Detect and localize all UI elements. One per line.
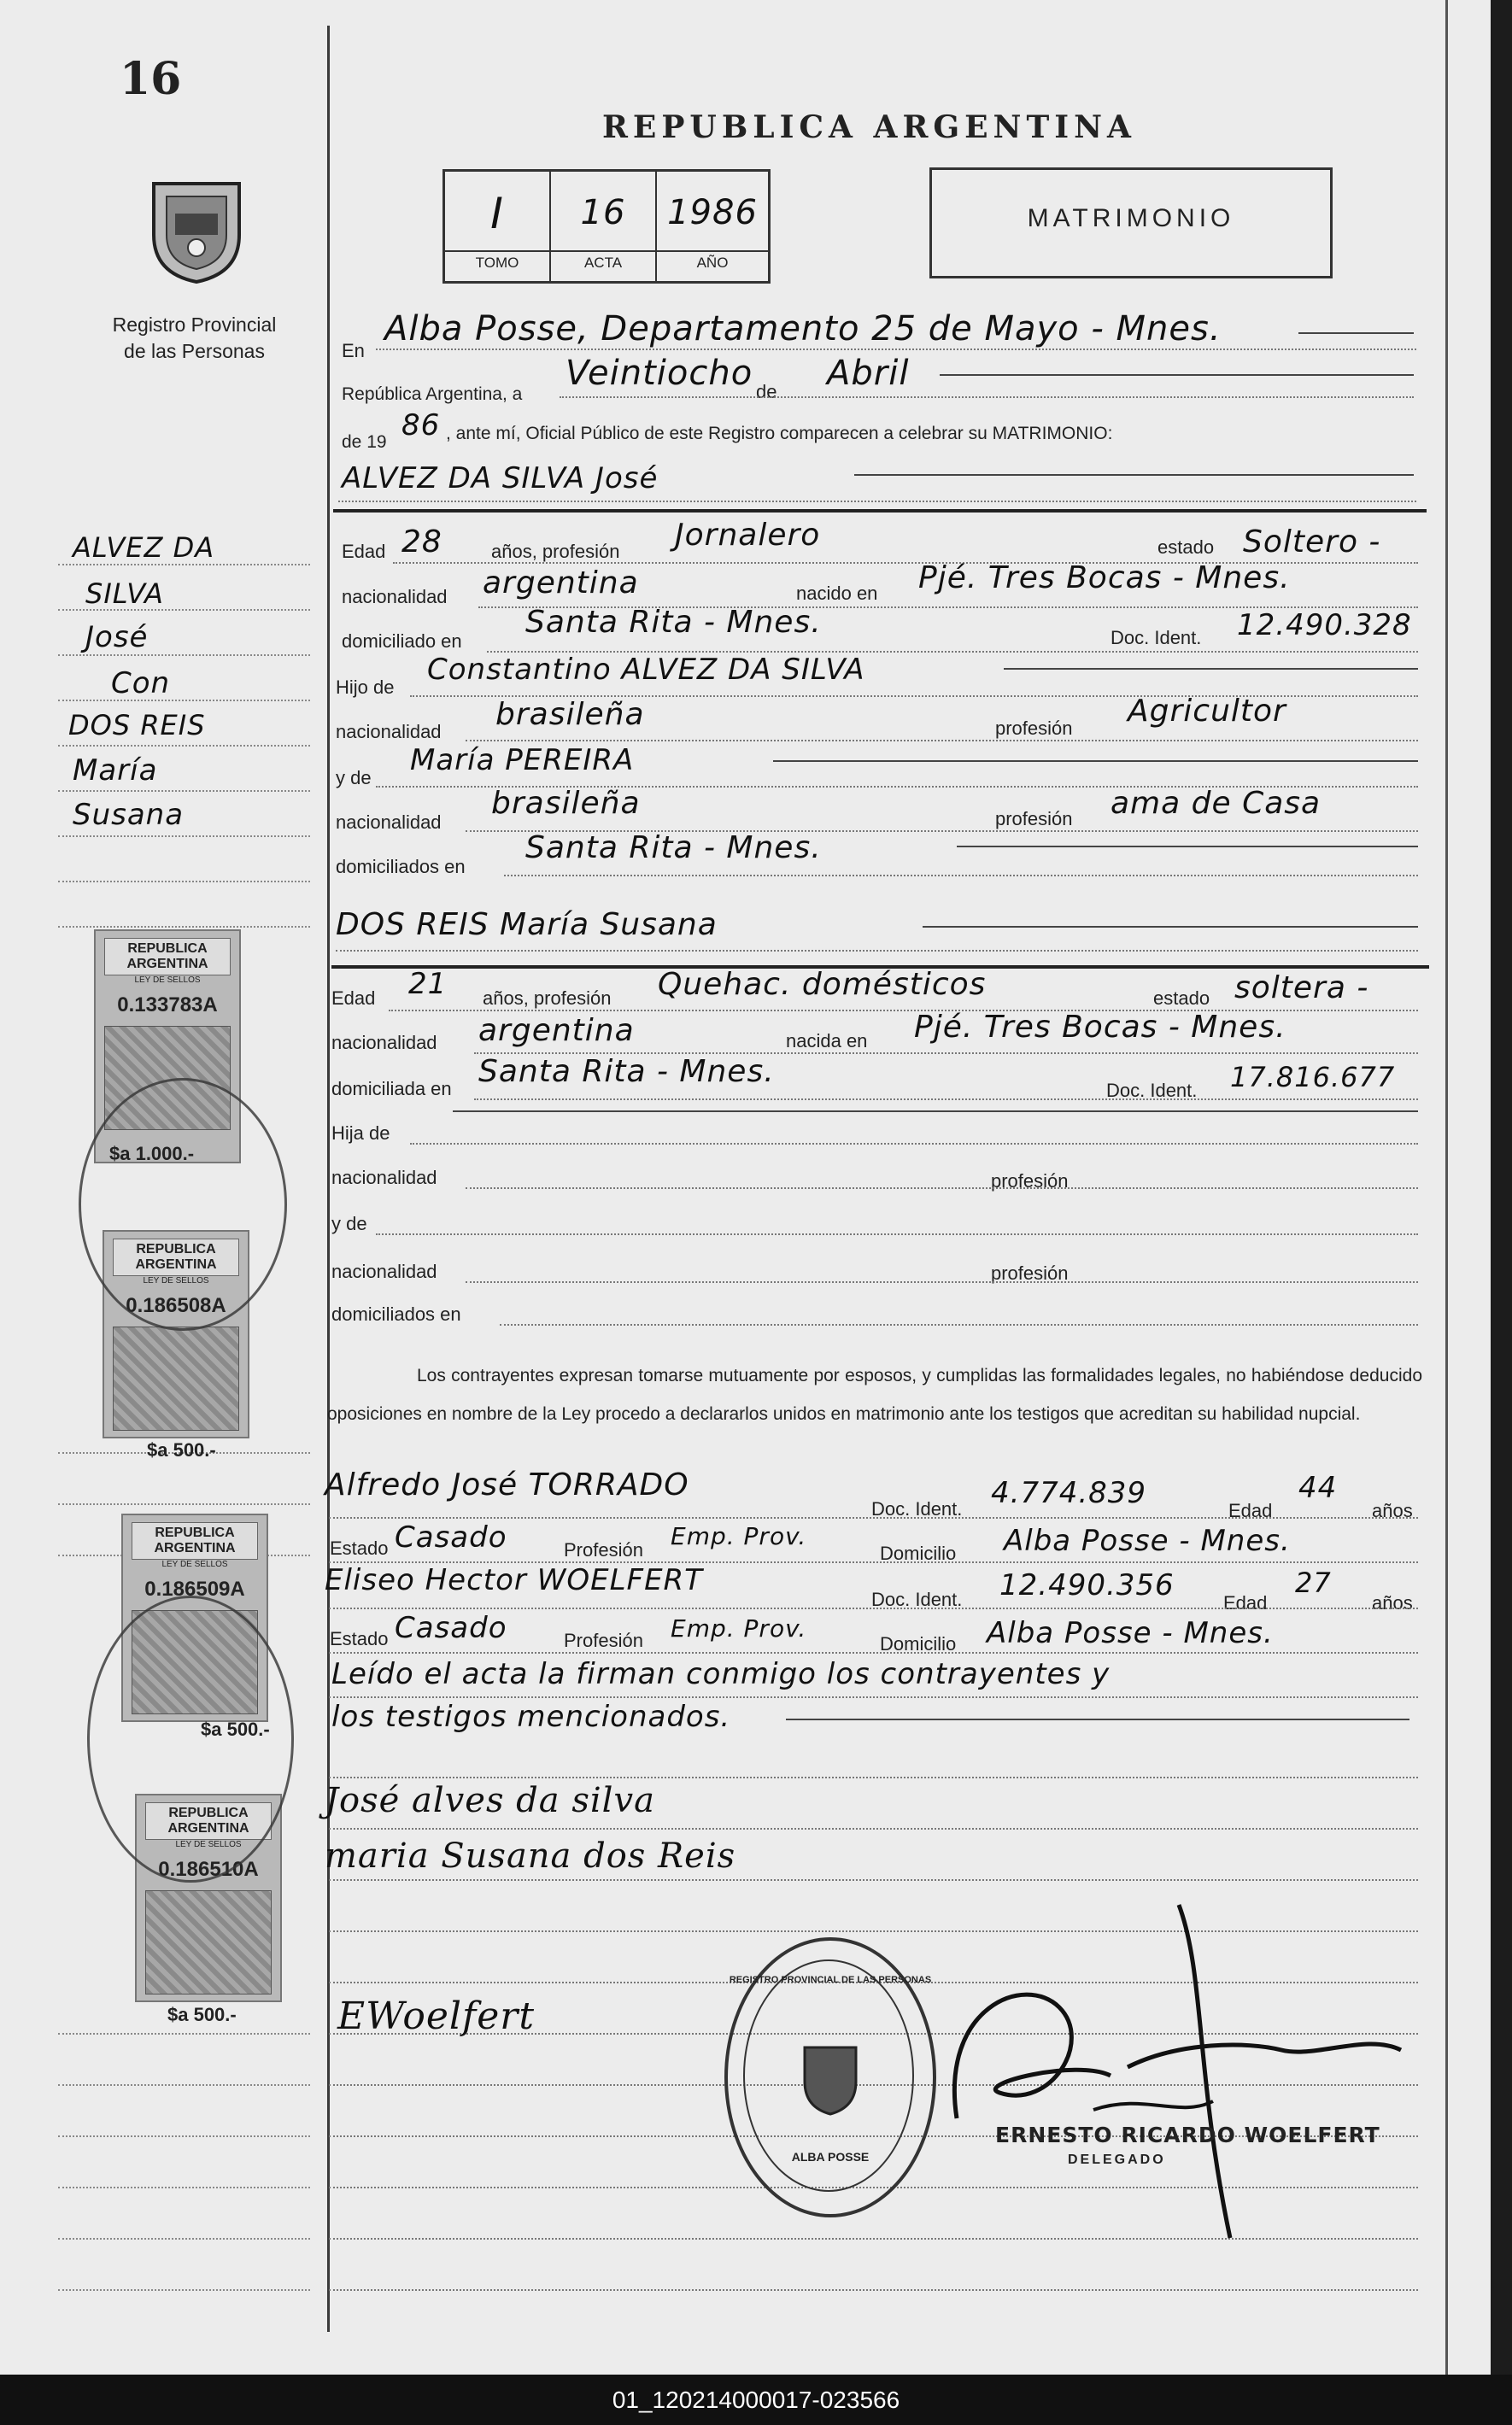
bride-father-nat-label: nacionalidad xyxy=(331,1167,437,1188)
registry-seal xyxy=(724,1937,936,2217)
year-prefix: de 19 xyxy=(342,432,387,452)
day-value: Veintiocho xyxy=(566,354,753,393)
revenue-stamp-2: REPUBLICA ARGENTINA LEY DE SELLOS 0.186508A xyxy=(103,1230,249,1438)
act-type: MATRIMONIO xyxy=(1027,204,1235,232)
book-spine xyxy=(1445,0,1448,2375)
stamp-cancel-seal-1 xyxy=(79,1078,287,1331)
bride-dom-label: domiciliada en xyxy=(331,1078,452,1099)
revenue-stamp-4: REPUBLICA ARGENTINA LEY DE SELLOS 0.186510A xyxy=(135,1794,282,2002)
witness2-status-label: Estado xyxy=(330,1628,389,1649)
father-prof-label: profesión xyxy=(995,718,1073,739)
stamp-3-value: $a 500.- xyxy=(201,1719,270,1740)
year-suffix: 86 xyxy=(401,408,441,442)
declaration-text: Los contrayentes expresan tomarse mutuamente por esposos, y cumplidas las formalidades legales, no habiéndose deducido oposiciones en nombre de la Ley procedo a declararlos unidos en matrimonio ante los testigos que acreditan su habilidad nupcial. xyxy=(327,1366,1422,1424)
image-footer-id: 01_120214000017-023566 xyxy=(0,2375,1512,2425)
witness2-doc: 12.490.356 xyxy=(999,1568,1175,1602)
witness1-status: Casado xyxy=(395,1520,507,1555)
margin-name-7: Susana xyxy=(73,798,185,832)
registry-name: Registro Provincial de las Personas xyxy=(112,313,277,362)
bride-nat-label: nacionalidad xyxy=(331,1032,437,1053)
place-value: Alba Posse, Departamento 25 de Mayo - Mnes. xyxy=(384,309,1222,349)
witness1-domicile: Alba Posse - Mnes. xyxy=(1004,1524,1291,1558)
groom-name: ALVEZ DA SILVA José xyxy=(342,461,659,495)
intro-statement: , ante mí, Oficial Público de este Registro comparecen a celebrar su MATRIMONIO: xyxy=(446,424,1113,443)
acta-label: ACTA xyxy=(583,255,623,271)
month-value: Abril xyxy=(827,354,910,393)
groom-nat-label: nacionalidad xyxy=(342,586,448,607)
bride-age: 21 xyxy=(408,967,448,1001)
witness1-doc-label: Doc. Ident. xyxy=(871,1498,963,1520)
stamp-art-icon xyxy=(145,1890,272,1994)
witness1-name: Alfredo José TORRADO xyxy=(325,1467,689,1502)
stamp-2-value: $a 500.- xyxy=(147,1439,216,1461)
stamp-4-value: $a 500.- xyxy=(167,2004,237,2025)
bride-mother-prof-label: profesión xyxy=(991,1262,1069,1284)
witness1-anos-label: años xyxy=(1372,1500,1413,1521)
witness1-dom-label: Domicilio xyxy=(880,1543,957,1564)
official-signature-icon xyxy=(923,1836,1418,2246)
bride-residence: Santa Rita - Mnes. xyxy=(478,1054,775,1089)
bride-status-label: estado xyxy=(1153,987,1210,1009)
witness2-dom-label: Domicilio xyxy=(880,1633,957,1655)
parents-residence: Santa Rita - Mnes. xyxy=(525,830,822,865)
groom-mother: María PEREIRA xyxy=(410,743,635,777)
official-name: ERNESTO RICARDO WOELFERT xyxy=(995,2123,1380,2147)
bride-profession: Quehac. domésticos xyxy=(658,967,987,1002)
margin-name-1: ALVEZ DA xyxy=(73,531,215,564)
margin-name-4: Con xyxy=(111,666,171,700)
page-number: 16 xyxy=(120,53,182,105)
bride-born-label: nacida en xyxy=(786,1030,868,1051)
revenue-stamp-1: REPUBLICA ARGENTINA LEY DE SELLOS 0.133783A xyxy=(94,929,241,1163)
bride-doc-label: Doc. Ident. xyxy=(1106,1080,1198,1101)
groom-status: Soltero - xyxy=(1243,524,1381,559)
closing-line-1: Leído el acta la firman conmigo los contrayentes y xyxy=(331,1657,1111,1691)
anio-label: AÑO xyxy=(696,255,729,271)
witness2-domicile: Alba Posse - Mnes. xyxy=(987,1616,1274,1650)
witness1-prof-label: Profesión xyxy=(564,1539,643,1561)
closing-line-2: los testigos mencionados. xyxy=(331,1700,731,1734)
column-divider xyxy=(327,26,330,2332)
witness-signature: EWoelfert xyxy=(337,1994,535,2038)
official-title: DELEGADO xyxy=(1068,2153,1166,2167)
anio-value: 1986 xyxy=(667,193,758,232)
witness2-age-label: Edad xyxy=(1223,1592,1268,1614)
margin-name-6: María xyxy=(73,753,158,788)
witness2-age: 27 xyxy=(1295,1567,1332,1599)
witness2-prof-label: Profesión xyxy=(564,1630,643,1651)
bride-signature: maria Susana dos Reis xyxy=(325,1836,736,1876)
witness2-name: Eliseo Hector WOELFERT xyxy=(325,1563,703,1597)
mother-prof-label: profesión xyxy=(995,808,1073,829)
de-label: de xyxy=(756,381,777,402)
seal-bottom-text: ALBA POSSE xyxy=(791,2150,870,2164)
witness1-age-label: Edad xyxy=(1228,1500,1273,1521)
father-nationality: brasileña xyxy=(495,697,645,732)
parents-dom-label: domiciliados en xyxy=(336,856,466,877)
groom-birthplace: Pjé. Tres Bocas - Mnes. xyxy=(918,560,1291,595)
bride-birthplace: Pjé. Tres Bocas - Mnes. xyxy=(914,1010,1286,1045)
witness2-status: Casado xyxy=(395,1611,507,1645)
witness2-doc-label: Doc. Ident. xyxy=(871,1589,963,1610)
groom-born-label: nacido en xyxy=(796,583,878,604)
witness1-age: 44 xyxy=(1298,1471,1338,1505)
witness1-profession: Emp. Prov. xyxy=(671,1522,807,1550)
witness1-doc: 4.774.839 xyxy=(991,1476,1147,1510)
groom-mother-label: y de xyxy=(336,767,372,788)
mother-nat-label: nacionalidad xyxy=(336,811,442,833)
act-type-box xyxy=(929,167,1333,278)
bride-mother-label: y de xyxy=(331,1213,367,1234)
country-title: REPUBLICA ARGENTINA xyxy=(602,109,1136,145)
bride-father-prof-label: profesión xyxy=(991,1170,1069,1192)
revenue-stamp-3: REPUBLICA ARGENTINA LEY DE SELLOS 0.186509A xyxy=(121,1514,268,1722)
en-label: En xyxy=(342,340,365,361)
stamp-1-value: $a 1.000.- xyxy=(109,1143,195,1164)
tomo-value: I xyxy=(490,189,504,238)
groom-doc: 12.490.328 xyxy=(1237,608,1412,642)
seal-top-text: REGISTRO PROVINCIAL DE LAS PERSONAS xyxy=(729,1975,932,1985)
father-nat-label: nacionalidad xyxy=(336,721,442,742)
tomo-label: TOMO xyxy=(475,255,519,271)
bride-father-label: Hija de xyxy=(331,1122,390,1144)
republica-label: República Argentina, a xyxy=(342,384,523,404)
groom-nationality: argentina xyxy=(483,565,639,600)
groom-age-label: Edad xyxy=(342,541,386,562)
margin-name-5: DOS REIS xyxy=(68,709,206,741)
groom-profession-label: años, profesión xyxy=(491,541,620,562)
witness2-anos-label: años xyxy=(1372,1592,1413,1614)
groom-father-label: Hijo de xyxy=(336,677,395,698)
bride-status: soltera - xyxy=(1234,970,1369,1005)
stamp-cancel-seal-2 xyxy=(87,1596,294,1883)
seal-emblem-icon xyxy=(796,2039,864,2116)
groom-status-label: estado xyxy=(1157,536,1215,558)
groom-age: 28 xyxy=(401,524,442,559)
margin-name-3: José xyxy=(85,620,149,654)
witness1-status-label: Estado xyxy=(330,1538,389,1559)
tomo-acta-box xyxy=(442,169,771,284)
groom-doc-label: Doc. Ident. xyxy=(1111,627,1202,648)
province-emblem-icon xyxy=(141,167,252,286)
mother-profession: ama de Casa xyxy=(1111,786,1322,821)
bride-doc: 17.816.677 xyxy=(1230,1061,1396,1093)
bride-name: DOS REIS María Susana xyxy=(336,907,718,942)
margin-name-2: SILVA xyxy=(85,577,164,610)
groom-residence: Santa Rita - Mnes. xyxy=(525,605,822,640)
father-profession: Agricultor xyxy=(1128,694,1286,729)
witness2-profession: Emp. Prov. xyxy=(671,1614,807,1643)
groom-dom-label: domiciliado en xyxy=(342,630,462,652)
groom-profession: Jornalero xyxy=(675,518,821,553)
bride-age-label: Edad xyxy=(331,987,376,1009)
acta-value: 16 xyxy=(580,193,626,232)
mother-nationality: brasileña xyxy=(491,786,641,821)
bride-profession-label: años, profesión xyxy=(483,987,612,1009)
bride-nationality: argentina xyxy=(478,1013,635,1048)
groom-signature: José alves da silva xyxy=(325,1781,655,1820)
bride-parents-dom-label: domiciliados en xyxy=(331,1303,461,1325)
groom-father: Constantino ALVEZ DA SILVA xyxy=(427,653,865,687)
bride-mother-nat-label: nacionalidad xyxy=(331,1261,437,1282)
stamp-art-icon xyxy=(113,1327,239,1431)
